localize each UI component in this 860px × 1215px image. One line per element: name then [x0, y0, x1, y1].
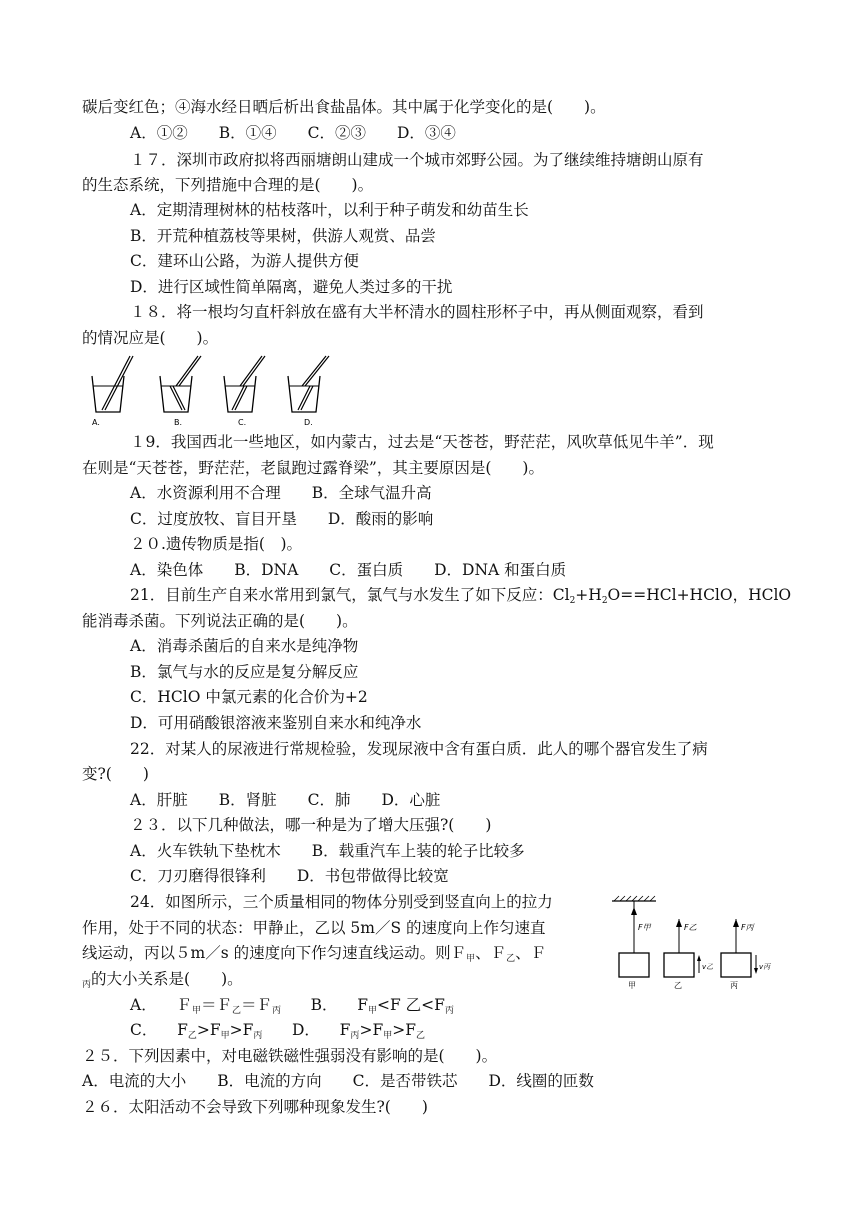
- q19-stem-cont: 在则是“天苍苍，野茫茫，老鼠跑过露脊梁”，其主要原因是( )。: [82, 459, 544, 477]
- cup-d: [288, 356, 329, 412]
- q25-stem: ２５．下列因素中，对电磁铁磁性强弱没有影响的是( )。: [82, 1047, 498, 1065]
- q21-option-a: A．消毒杀菌后的自来水是纯净物: [130, 637, 359, 655]
- q25-options: A．电流的大小 B．电流的方向 C．是否带铁芯 D．线圈的匝数: [82, 1072, 594, 1090]
- q24-stem-cont2: 线运动，丙以５m／s 的速度向下作匀速直线运动。则Ｆ$_甲$、Ｆ$_乙$、Ｆ: [82, 944, 547, 964]
- q19-options-ab: A．水资源利用不合理 B．全球气温升高: [130, 484, 432, 502]
- block-jia: [619, 953, 649, 977]
- q19-stem: １9．我国西北一些地区，如内蒙古，过去是“天苍苍，野茫茫，风吹草低见牛羊”．现: [130, 433, 714, 451]
- force-yi-label: F乙: [684, 923, 697, 932]
- block-yi: [664, 953, 694, 977]
- q22-stem-cont: 变?( ): [82, 765, 149, 783]
- q23-options-cd: C．刀刃磨得很锋利 D．书包带做得比较宽: [130, 867, 449, 885]
- q23-stem: ２３．以下几种做法，哪一种是为了增大压强?( ): [130, 816, 492, 834]
- q17-option-d: D．进行区域性简单隔离，避免人类过多的干扰: [130, 278, 453, 296]
- q24-forces-figure: [600, 895, 785, 995]
- force-jia-label: F甲: [638, 923, 651, 932]
- q17-option-c: C．建环山公路，为游人提供方便: [130, 252, 359, 270]
- q18-stem-cont: 的情况应是( )。: [82, 329, 219, 347]
- q20-options: A．染色体 B．DNA C．蛋白质 D．DNA 和蛋白质: [130, 561, 567, 579]
- q23-options-ab: A．火车铁轨下垫枕木 B．载重汽车上装的轮子比较多: [130, 842, 525, 860]
- q21-formula: $Cl_2+H_2O==HCl+HClO$，HClO: [552, 586, 792, 606]
- q24-stem-cont1: 作用，处于不同的状态：甲静止，乙以 5m／S 的速度向上作匀速直: [82, 919, 546, 937]
- q26-stem: ２６．太阳活动不会导致下列哪种现象发生?( ): [82, 1098, 428, 1116]
- cup-c: [224, 356, 265, 412]
- q17-option-a: A．定期清理树林的枯枝落叶，以利于种子萌发和幼苗生长: [130, 201, 529, 219]
- block-bing: [721, 953, 751, 977]
- q17-option-b: B．开荒种植荔枝等果树，供游人观赏、品尝: [130, 227, 436, 245]
- q24-stem: 24．如图所示，三个质量相同的物体分别受到竖直向上的拉力: [130, 893, 553, 911]
- q19-options-cd: C．过度放牧、盲目开垦 D．酸雨的影响: [130, 510, 434, 528]
- cup-c-label: C.: [238, 418, 247, 427]
- q24-options-ab: A． Ｆ$_甲$＝Ｆ$_乙$＝Ｆ$_丙$ B． $F_甲<F$ 乙$<F_丙$: [130, 996, 454, 1016]
- q17-stem-cont: 的生态系统，下列措施中合理的是( )。: [82, 176, 374, 194]
- q17-stem: １７．深圳市政府拟将西丽塘朗山建成一个城市郊野公园。为了继续维持塘朗山原有: [130, 151, 704, 169]
- q21-option-d: D．可用硝酸银溶液来鉴别自来水和纯净水: [130, 714, 422, 732]
- cup-a: [92, 356, 133, 412]
- q16-tail: 碳后变红色；④海水经日晒后析出食盐晶体。其中属于化学变化的是( )。: [82, 98, 606, 116]
- q20-stem: ２０.遗传物质是指( )。: [130, 535, 303, 553]
- q21-stem: [130, 585, 791, 611]
- block-bing-label: 丙: [730, 981, 738, 990]
- q21-stem-cont: 能消毒杀菌。下列说法正确的是( )。: [82, 612, 358, 630]
- q21-option-c: C．HClO 中氯元素的化合价为+2: [130, 688, 368, 706]
- q21-stem-text: 21．目前生产自来水常用到氯气，氯气与水发生了如下反应：: [130, 586, 553, 604]
- q22-options: A．肝脏 B．肾脏 C．肺 D．心脏: [130, 791, 441, 809]
- force-bing-label: F丙: [741, 923, 754, 932]
- q16-options: A．①② B．①④ C．②③ D．③④: [130, 124, 456, 142]
- cup-b-label: B.: [174, 418, 183, 427]
- q18-stem: １８．将一根均匀直杆斜放在盛有大半杯清水的圆柱形杯子中，再从侧面观察，看到: [130, 303, 704, 321]
- cup-a-label: A.: [92, 418, 100, 427]
- cup-d-label: D.: [304, 418, 313, 427]
- q21-option-b: B．氯气与水的反应是复分解反应: [130, 663, 359, 681]
- q24-options-cd: C． $F_乙>F_甲>F_丙$ D． $F_丙>F_甲>F_乙$: [130, 1021, 425, 1041]
- q24-stem-cont3: $_丙$的大小关系是( )。: [82, 970, 243, 990]
- q22-stem: 22．对某人的尿液进行常规检验，发现尿液中含有蛋白质．此人的哪个器官发生了病: [130, 740, 708, 758]
- block-jia-label: 甲: [628, 981, 636, 990]
- velocity-bing-label: v丙: [759, 963, 771, 971]
- velocity-yi-label: v乙: [702, 963, 714, 971]
- cup-b: [160, 356, 201, 412]
- q18-cups-figure: [86, 352, 346, 427]
- block-yi-label: 乙: [674, 981, 682, 990]
